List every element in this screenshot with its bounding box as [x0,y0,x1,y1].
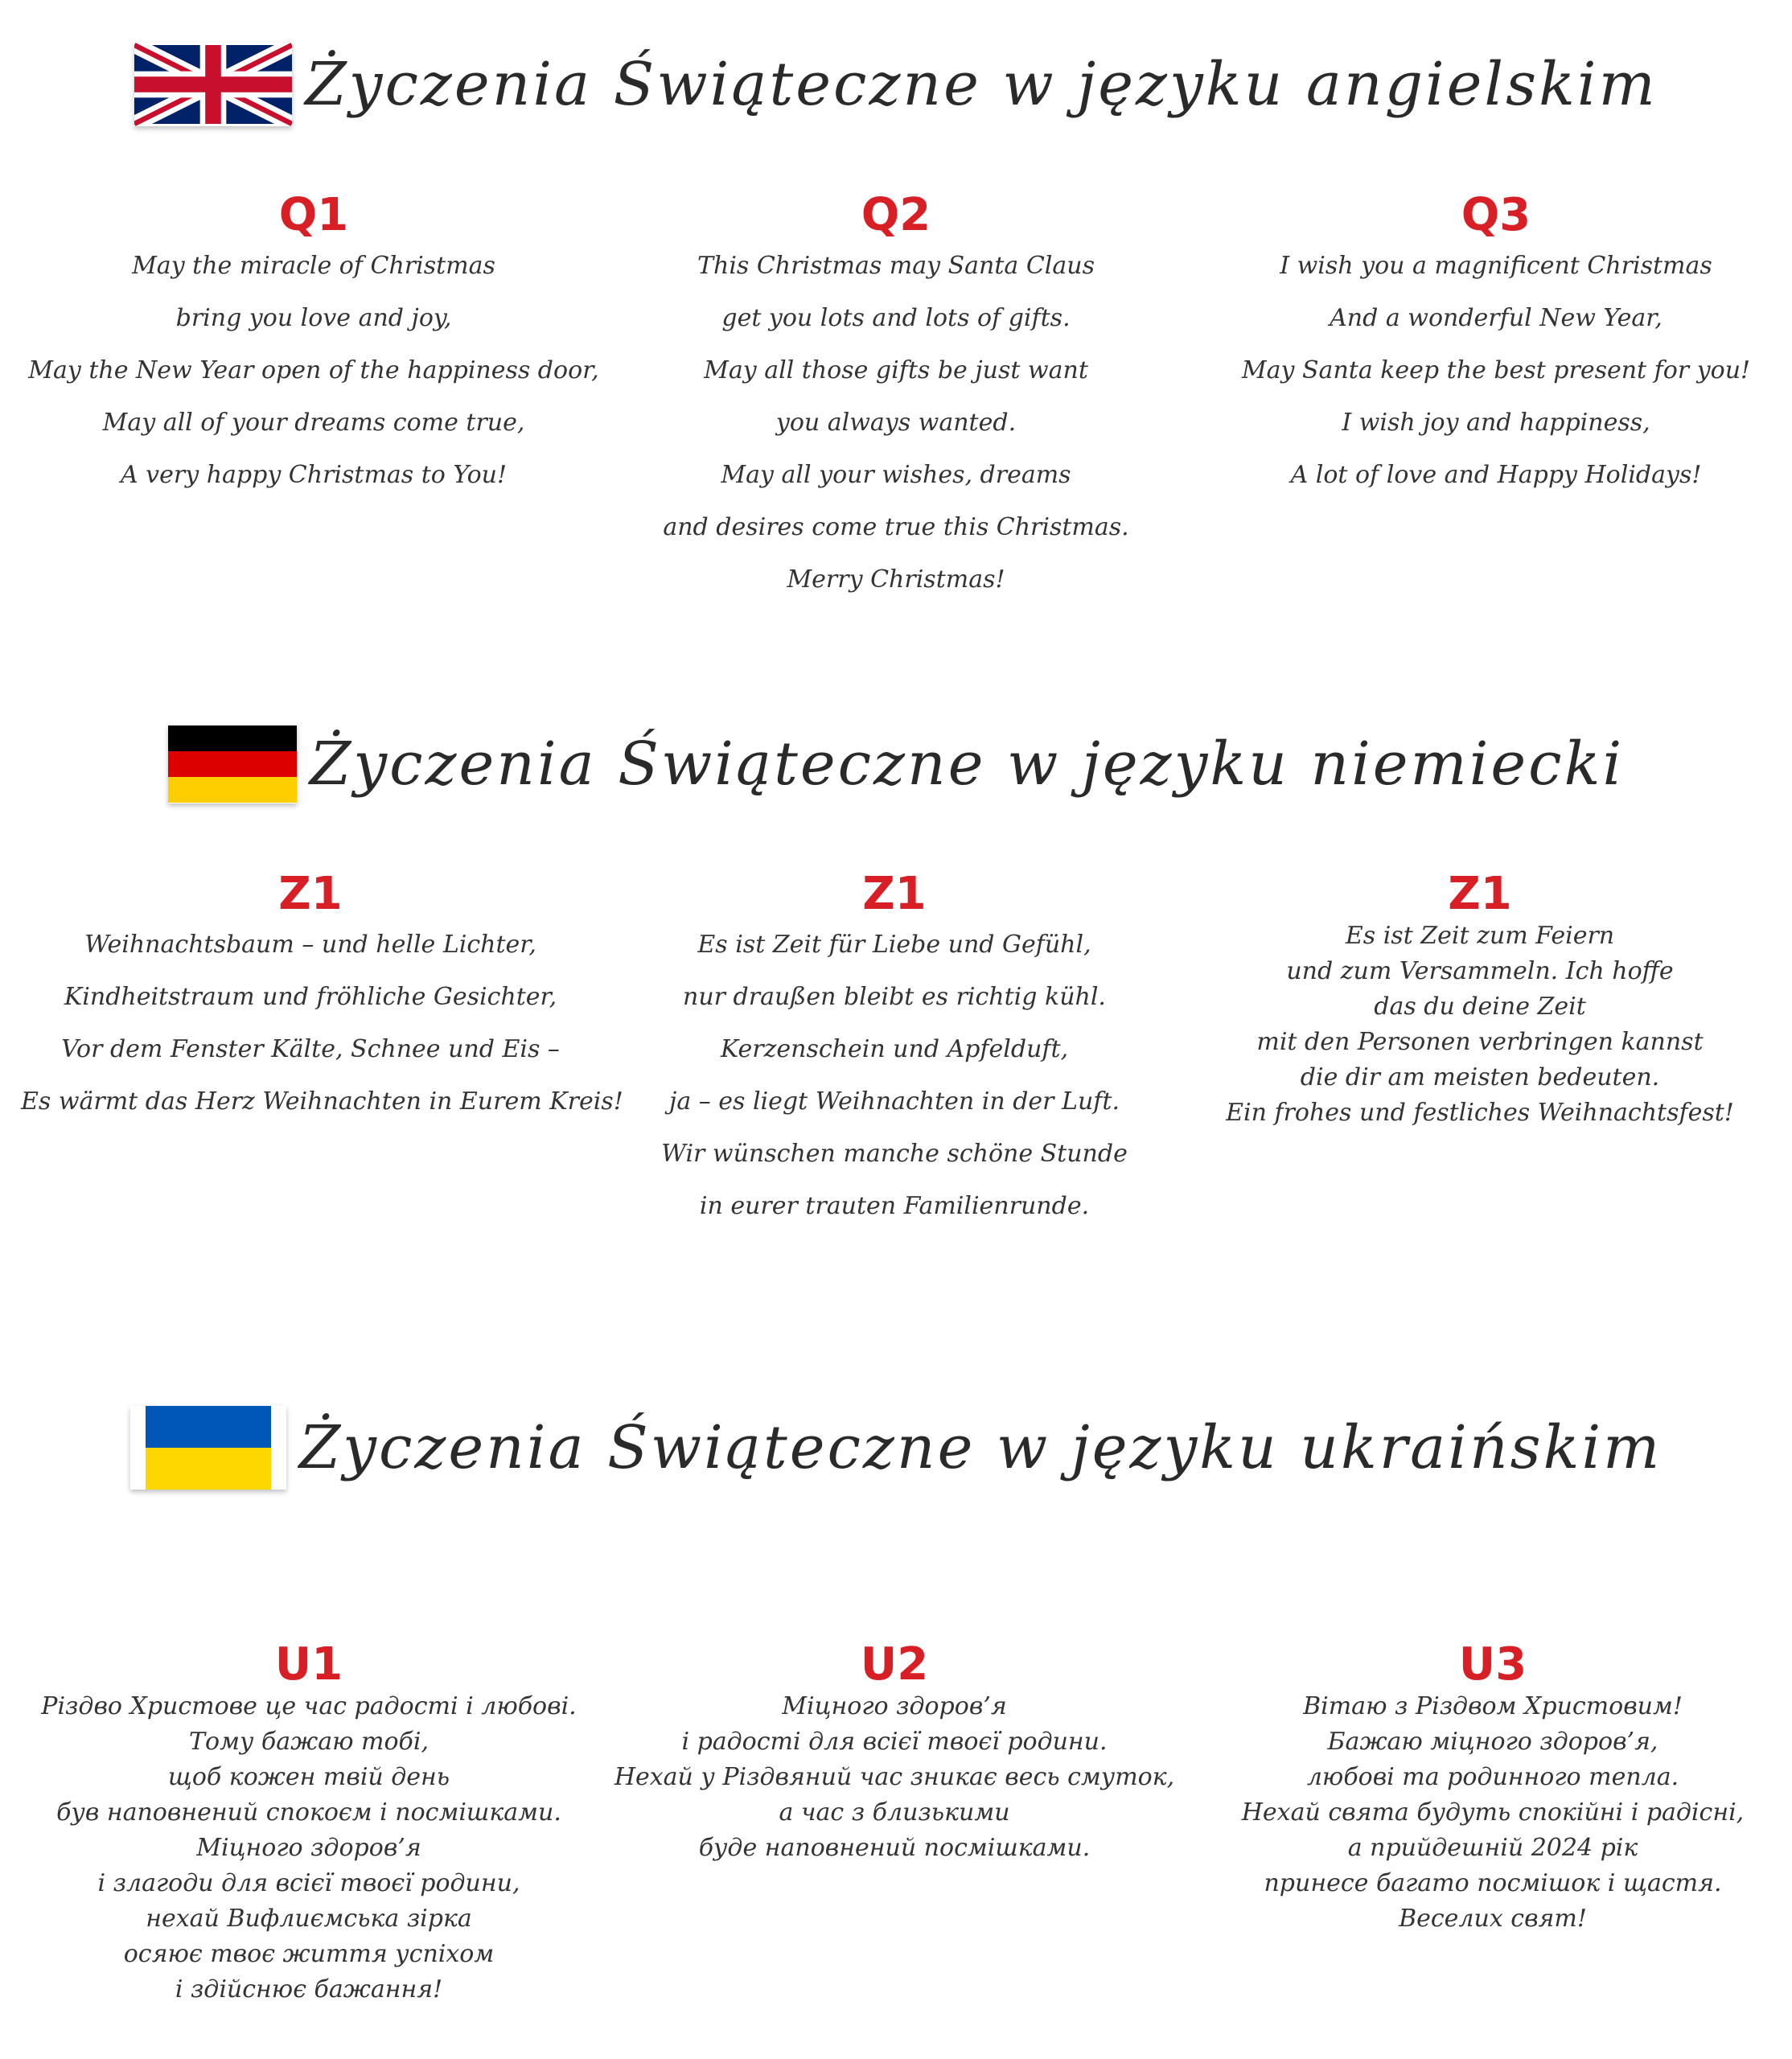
card-line: And a wonderful New Year, [1330,304,1663,332]
english-title: Życzenia Świąteczne w języku angielskim [305,50,1658,119]
card-line: und zum Versammeln. Ich hoffe [1286,957,1674,985]
card-line: Kindheitstraum und fröhliche Gesichter, [64,983,557,1011]
card-line: Kerzenschein und Apfelduft, [720,1035,1069,1063]
card-line: Es ist Zeit für Liebe und Gefühl, [697,931,1091,959]
card-line: This Christmas may Santa Claus [697,252,1095,280]
card-line: May all your wishes, dreams [721,461,1071,489]
card-line: das du deine Zeit [1374,993,1586,1021]
card-line: Тому бажаю тобі, [189,1728,429,1756]
card-line: а прийдешній 2024 рік [1347,1834,1638,1862]
card-code: Z1 [278,868,343,920]
card-line: A lot of love and Happy Holidays! [1290,461,1702,489]
ukraine-flag-icon [130,1406,286,1490]
card-line: буде наповнений посмішками. [698,1834,1091,1862]
card-line: і радості для всієї твоєї родини. [681,1728,1108,1756]
card-code: Q3 [1461,189,1531,241]
card-line: Бажаю міцного здоров’я, [1327,1728,1658,1756]
card-code: Q1 [278,189,349,241]
english-header [0,32,1792,137]
ukrainian-header [0,1383,1792,1512]
ukrainian-title: Życzenia Świąteczne w języku ukraińskim [298,1413,1663,1482]
english-card-2 [606,191,1186,606]
german-card-1 [21,868,623,1128]
german-card-3 [1190,870,1769,1131]
card-line: нехай Вифлиємська зірка [146,1905,472,1933]
card-line: in eurer trauten Familienrunde. [699,1192,1090,1220]
card-line: любові та родинного тепла. [1306,1763,1679,1791]
card-line: ja – es liegt Weihnachten in der Luft. [669,1087,1120,1116]
card-line: May all those gifts be just want [704,356,1088,384]
card-code: Z1 [1448,868,1512,920]
card-line: May the New Year open of the happiness door, [28,356,599,384]
uk-flag-icon [134,43,292,126]
card-line: був наповнений спокоєм і посмішками. [56,1798,561,1827]
card-code: U3 [1458,1638,1527,1691]
card-line: принесе багато посмішок і щастя. [1264,1869,1722,1897]
card-code: Q2 [861,189,931,241]
card-line: Wir wünschen manche schöne Stunde [661,1140,1128,1168]
card-line: Vor dem Fenster Kälte, Schnee und Eis – [61,1035,560,1063]
english-card-3 [1206,191,1786,501]
card-line: Міцного здоров’я [196,1834,421,1862]
card-line: A very happy Christmas to You! [120,461,508,489]
card-line: Es wärmt das Herz Weihnachten in Eurem Kreis! [21,1087,623,1116]
card-line: Веселих свят! [1399,1905,1587,1933]
card-line: Нехай у Різдвяний час зникає весь смуток, [614,1763,1175,1791]
card-line: May the miracle of Christmas [132,252,495,280]
card-line: get you lots and lots of gifts. [721,304,1071,332]
card-line: і злагоди для всієї твоєї родини, [97,1869,520,1897]
german-title: Życzenia Świąteczne w języku niemiecki [309,729,1625,799]
card-line: а час з близькими [779,1798,1010,1827]
card-code: U2 [860,1638,929,1691]
card-line: mit den Personen verbringen kannst [1256,1028,1704,1056]
card-line: I wish joy and happiness, [1342,409,1650,437]
card-line: bring you love and joy, [175,304,452,332]
card-line: Нехай свята будуть спокійні і радісні, [1241,1798,1745,1827]
card-line: you always wanted. [775,409,1017,437]
ukrainian-card-3 [1203,1638,1782,1937]
card-line: Merry Christmas! [787,565,1005,594]
english-card-1 [24,191,603,501]
card-line: осяює твоє життя успіхом [123,1940,495,1968]
german-header [0,708,1792,820]
card-code: U1 [274,1638,343,1691]
card-line: May Santa keep the best present for you! [1241,356,1751,384]
card-line: Ein frohes und festliches Weihnachtsfest! [1226,1099,1734,1127]
card-line: Weihnachtsbaum – und helle Lichter, [84,931,536,959]
card-line: May all of your dreams come true, [102,409,525,437]
card-line: and desires come true this Christmas. [663,513,1129,541]
card-code: Z1 [862,868,927,920]
card-line: Міцного здоров’я [782,1692,1007,1720]
card-line: і здійснює бажання! [175,1975,443,2004]
card-line: Різдво Христове це час радості і любові. [41,1692,577,1720]
card-line: I wish you a magnificent Christmas [1280,252,1712,280]
ukrainian-card-1 [19,1638,598,2008]
card-line: die dir am meisten bedeuten. [1300,1063,1660,1091]
card-line: Вітаю з Різдвом Христовим! [1303,1692,1683,1720]
card-line: Es ist Zeit zum Feiern [1345,922,1615,950]
germany-flag-icon [168,725,297,803]
german-card-2 [605,870,1184,1232]
card-line: щоб кожен твій день [167,1763,450,1791]
ukrainian-card-2 [605,1638,1184,1866]
card-line: nur draußen bleibt es richtig kühl. [683,983,1106,1011]
